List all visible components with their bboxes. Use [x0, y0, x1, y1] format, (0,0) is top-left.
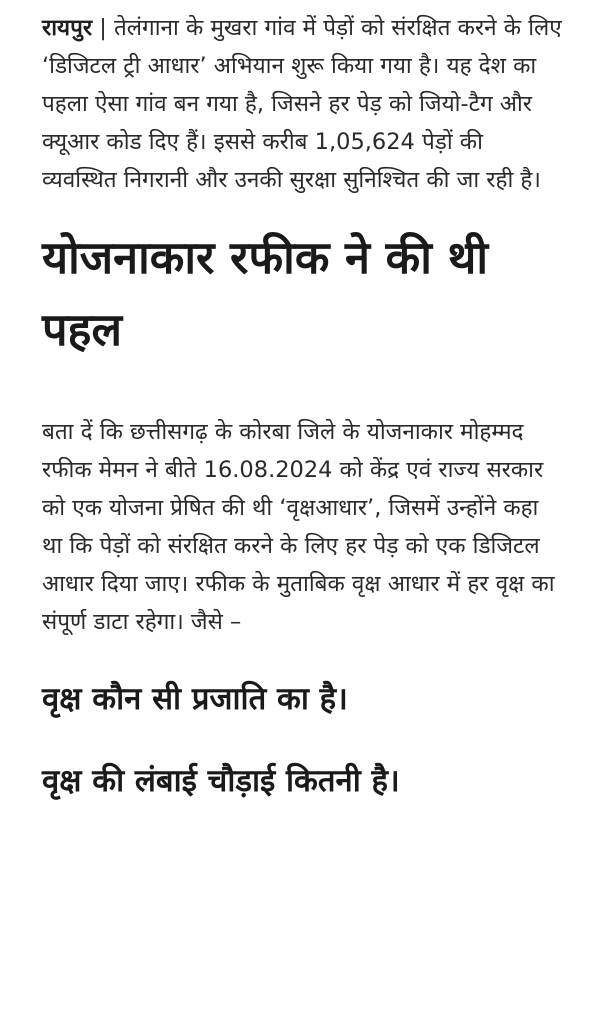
dateline-separator: |	[92, 15, 114, 41]
intro-paragraph	[42, 9, 562, 199]
dateline: रायपुर	[42, 15, 93, 41]
subheading-dimensions: वृक्ष की लंबाई चौड़ाई कितनी है।	[42, 763, 400, 799]
body-paragraph: बता दें कि छत्तीसगढ़ के कोरबा जिले के योजनाकार मोहम्मद रफीक मेमन ने बीते 16.08.2024 को केंद्र एवं राज्य सरकार को एक योजना प्रेषित की थी ‘वृक्षआधार’, जिसमें उन्होंने कहा था कि पेड़ों को संरक्षित करने के लिए हर पेड़ को एक डिजिटल आधार दिया जाए। रफीक के मुताबिक वृक्ष आधार में हर वृक्ष का संपूर्ण डाटा रहेगा। जैसे –	[42, 419, 555, 635]
article-body	[42, 0, 562, 803]
intro-text: तेलंगाना के मुखरा गांव में पेड़ों को संरक्षित करने के लिए ‘डिजिटल ट्री आधार’ अभियान शुरू किया गया है। यह देश का पहला ऐसा गांव बन गया है, जिसने हर पेड़ को जियो-टैग और क्यूआर कोड दिए हैं। इससे करीब 1,05,624 पेड़ों की व्यवस्थित निगरानी और उनकी सुरक्षा सुनिश्चित की जा रही है।	[42, 15, 562, 193]
subheading-species: वृक्ष कौन सी प्रजाति का है।	[42, 681, 348, 717]
section-heading: योजनाकार रफीक ने की थी पहल	[42, 231, 488, 356]
